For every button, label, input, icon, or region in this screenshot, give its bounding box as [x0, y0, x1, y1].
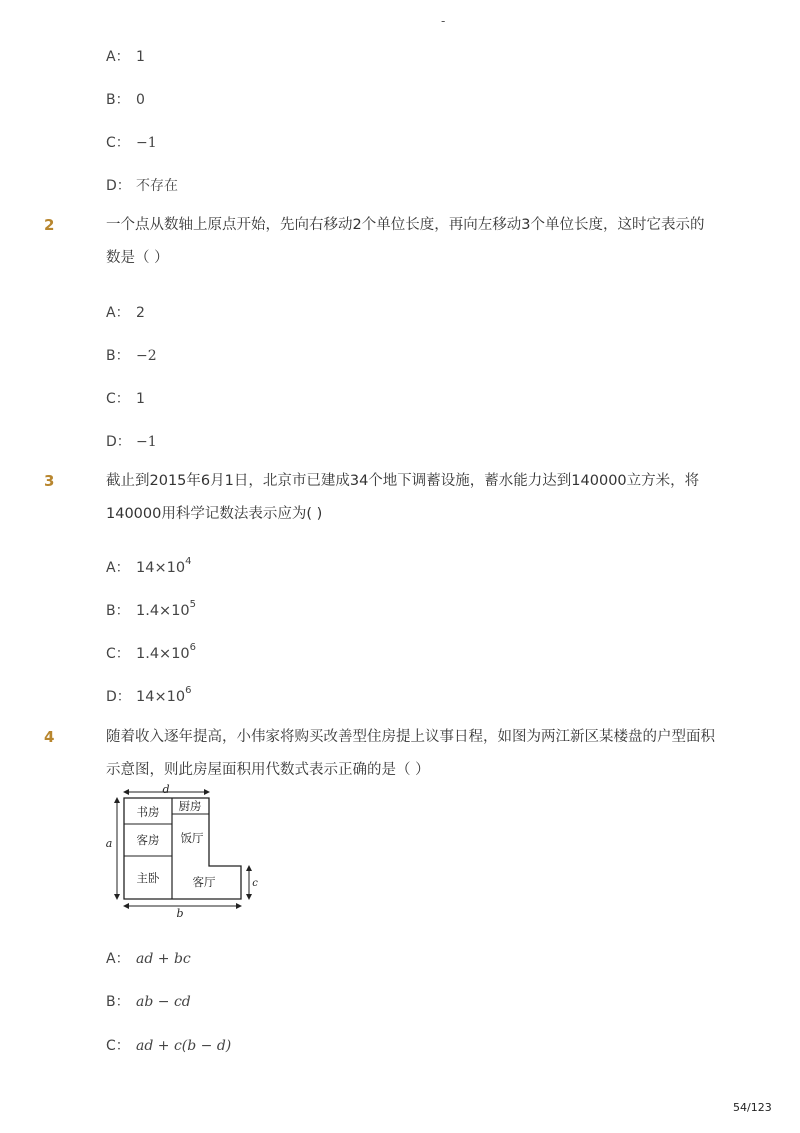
- q4-option-b[interactable]: [106, 991, 191, 1011]
- q1-option-d[interactable]: [106, 175, 178, 195]
- question-text-2: 一个点从数轴上原点开始，先向右移动2个单位长度，再向左移动3个单位长度，这时它表示的数是（ ）: [106, 217, 705, 266]
- dimension-b-label: b: [176, 907, 184, 920]
- option-exponent: 6: [185, 685, 192, 697]
- option-label: B：: [106, 603, 130, 619]
- q3-option-a[interactable]: [106, 557, 191, 577]
- option-label: C：: [106, 646, 130, 662]
- option-base: 1.4×10: [136, 603, 190, 619]
- option-label: D：: [106, 434, 131, 450]
- option-label: C：: [106, 1038, 130, 1054]
- option-value: ad + c(b − d): [136, 1038, 232, 1054]
- option-base: 14×10: [136, 689, 186, 705]
- q1-option-a[interactable]: [106, 46, 145, 66]
- page-number: 54/123: [733, 1101, 772, 1114]
- option-label: C：: [106, 391, 130, 407]
- option-label: B：: [106, 994, 130, 1010]
- option-base: 14×10: [136, 560, 186, 576]
- option-label: A：: [106, 560, 130, 576]
- option-label: A：: [106, 305, 130, 321]
- option-label: C：: [106, 135, 130, 151]
- option-label: B：: [106, 348, 130, 364]
- option-exponent: 5: [189, 599, 197, 611]
- option-value: ab − cd: [136, 994, 191, 1010]
- q3-option-d[interactable]: [106, 686, 191, 706]
- option-value: 1: [136, 49, 145, 65]
- dimension-a-label: a: [105, 837, 113, 850]
- question-number-4: 4: [44, 728, 55, 746]
- option-label: D：: [106, 689, 131, 705]
- q1-option-b[interactable]: [106, 89, 145, 109]
- option-value: ad + bc: [136, 951, 191, 967]
- question-text-3: 截止到2015年6月1日，北京市已建成34个地下调蓄设施，蓄水能力达到140000立方米，将140000用科学记数法表示应为( ): [106, 473, 700, 522]
- q2-option-b[interactable]: [106, 345, 157, 365]
- room-kitchen: 厨房: [178, 799, 202, 813]
- option-label: D：: [106, 178, 131, 194]
- option-value: 1: [136, 391, 145, 407]
- option-label: B：: [106, 92, 130, 108]
- option-value: 0: [136, 92, 145, 108]
- room-dining: 饭厅: [180, 831, 204, 845]
- question-number-3: 3: [44, 472, 55, 490]
- question-text-4: 随着收入逐年提高，小伟家将购买改善型住房提上议事日程，如图为两江新区某楼盘的户型面积示意图，则此房屋面积用代数式表示正确的是（ ）: [106, 729, 715, 778]
- q3-option-c[interactable]: [106, 643, 196, 663]
- option-value: 不存在: [136, 178, 178, 194]
- room-guest: 客房: [136, 833, 160, 847]
- option-value: −1: [136, 135, 157, 151]
- q2-option-a[interactable]: [106, 302, 145, 322]
- q4-option-a[interactable]: [106, 948, 191, 968]
- room-living: 客厅: [192, 875, 216, 889]
- q3-option-b[interactable]: [106, 600, 196, 620]
- option-base: 1.4×10: [136, 646, 190, 662]
- option-value: −2: [136, 348, 157, 364]
- q4-option-c[interactable]: [106, 1035, 231, 1055]
- floor-plan-figure: [104, 784, 264, 920]
- room-master: 主卧: [136, 871, 160, 885]
- q2-option-d[interactable]: [106, 431, 157, 451]
- q1-option-c[interactable]: [106, 132, 157, 152]
- dimension-d-label: d: [162, 784, 170, 796]
- dimension-c-label: c: [252, 878, 258, 889]
- page-top-mark: -: [441, 14, 446, 28]
- option-value: −1: [136, 434, 157, 450]
- option-label: A：: [106, 49, 130, 65]
- option-label: A：: [106, 951, 130, 967]
- option-value: 2: [136, 305, 145, 321]
- option-exponent: 6: [189, 642, 197, 654]
- room-study: 书房: [136, 805, 160, 819]
- q2-option-c[interactable]: [106, 388, 145, 408]
- question-number-2: 2: [44, 216, 55, 234]
- option-exponent: 4: [185, 556, 192, 568]
